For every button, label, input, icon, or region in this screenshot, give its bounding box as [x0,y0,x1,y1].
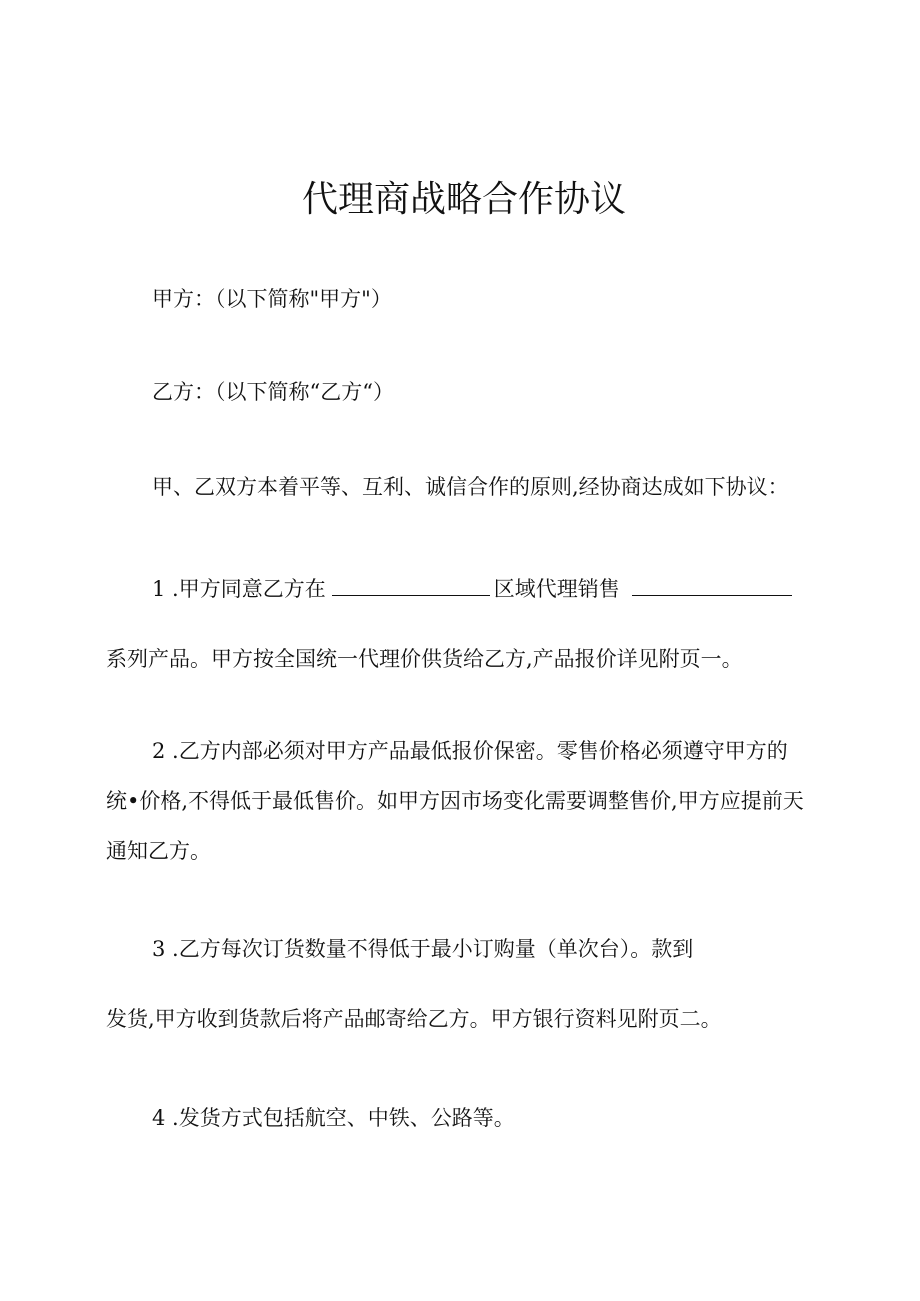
clause-1-text-b: 区域代理销售 [493,577,620,601]
intro-paragraph: 甲、乙双方本着平等、互利、诚信合作的原则,经协商达成如下协议： [152,475,789,499]
party-b-line: 乙方：（以下简称“乙方“） [152,380,394,404]
document-title: 代理商战略合作协议 [301,179,626,220]
region-blank [332,575,490,596]
clause-2-line-2: 统•价格,不得低于最低售价。如甲方因市场变化需要调整售价,甲方应提前天 [106,789,804,813]
clause-1-text-a: 1 .甲方同意乙方在 [152,577,326,601]
clause-1-line-2: 系列产品。甲方按全国统一代理价供货给乙方,产品报价详见附页一。 [106,647,743,671]
party-a-line: 甲方：（以下简称"甲方"） [152,287,392,311]
clause-2-line-1: 2 .乙方内部必须对甲方产品最低报价保密。零售价格必须遵守甲方的 [152,739,788,763]
product-blank [632,575,792,596]
clause-2-line-3: 通知乙方。 [106,839,211,863]
clause-3-line-2: 发货,甲方收到货款后将产品邮寄给乙方。甲方银行资料见附页二。 [106,1007,722,1031]
clause-3-line-1: 3 .乙方每次订货数量不得低于最小订购量（单次台）。款到 [152,937,694,961]
clause-1-line-1 [152,574,792,604]
clause-4-line-1: 4 .发货方式包括航空、中铁、公路等。 [152,1106,515,1130]
